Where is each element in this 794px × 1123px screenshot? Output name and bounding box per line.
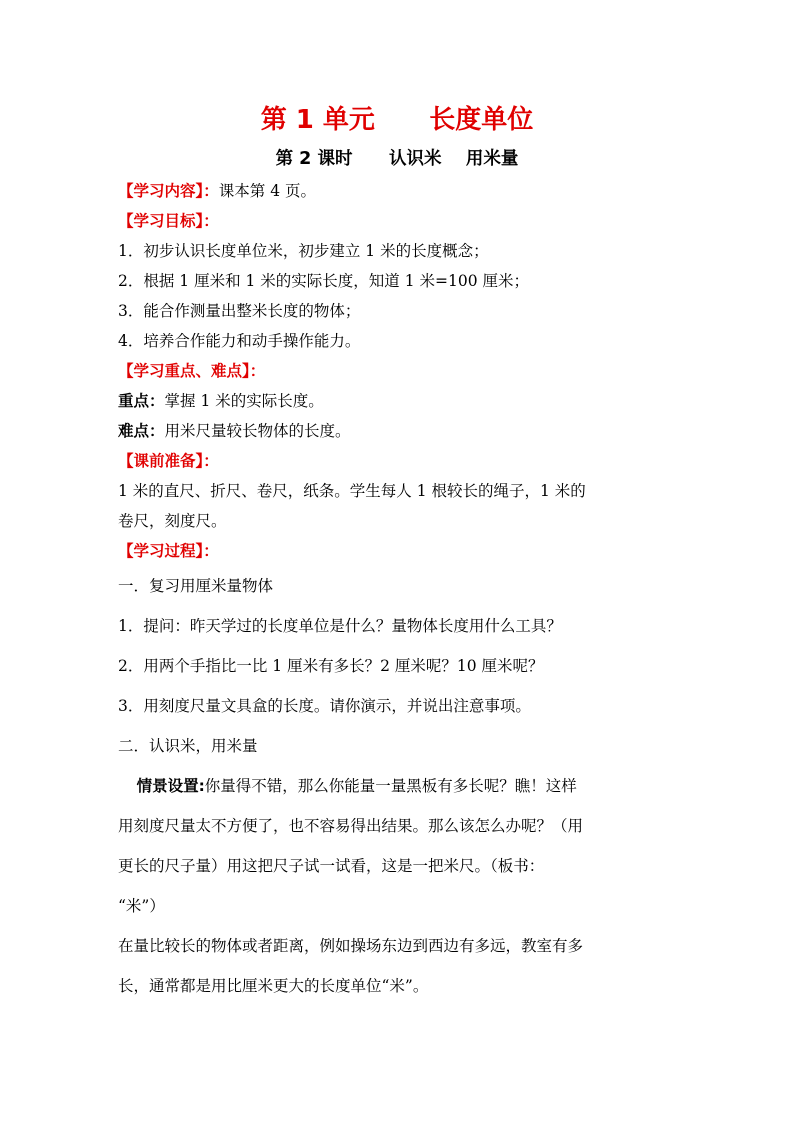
process-label: 【学习过程】： [118, 542, 219, 560]
scene-line: “米”） [118, 897, 165, 915]
learning-goals-label: 【学习目标】： [118, 212, 219, 230]
learning-content-text: 课本第 4 页。 [218, 182, 316, 200]
key-difficult-label: 【学习重点、难点】： [118, 362, 266, 380]
scene-line: 更长的尺子量）用这把尺子试一试看，这是一把米尺。（板书： [118, 857, 545, 875]
closing-line: 长，通常都是用比厘米更大的长度单位“米”。 [118, 977, 429, 995]
review-item: 2．用两个手指比一比 1 厘米有多长？2 厘米呢？10 厘米呢？ [118, 657, 544, 675]
section-heading: 二．认识米，用米量 [118, 737, 258, 755]
preparation-line: 卷尺，刻度尺。 [118, 512, 227, 530]
lesson-subtitle: 第 2 课时 认识米 用米量 [275, 149, 519, 169]
key-point-label: 重点： [118, 392, 165, 410]
key-point-text: 掌握 1 米的实际长度。 [164, 392, 324, 410]
difficult-point-text: 用米尺量较长物体的长度。 [164, 422, 351, 440]
review-item: 3．用刻度尺量文具盒的长度。请你演示，并说出注意事项。 [118, 697, 531, 715]
goal-item: 2．根据 1 厘米和 1 米的实际长度，知道 1 米=100 厘米； [118, 272, 530, 290]
scene-label: 情景设置: [136, 777, 205, 795]
closing-line: 在量比较长的物体或者距离，例如操场东边到西边有多远，教室有多 [118, 937, 584, 955]
goal-item: 1．初步认识长度单位米，初步建立 1 米的长度概念； [118, 242, 489, 260]
difficult-point-label: 难点： [118, 422, 165, 440]
difficult-point [118, 416, 676, 446]
goal-item: 4．培养合作能力和动手操作能力。 [118, 332, 361, 350]
review-item: 1．提问：昨天学过的长度单位是什么？量物体长度用什么工具？ [118, 617, 562, 635]
key-point [118, 386, 676, 416]
learning-content [118, 176, 676, 206]
goal-item: 3．能合作测量出整米长度的物体； [118, 302, 361, 320]
scene-line: 用刻度尺量太不方便了，也不容易得出结果。那么该怎么办呢？（用 [118, 817, 584, 835]
preparation-line: 1 米的直尺、折尺、卷尺，纸条。学生每人 1 根较长的绳子，1 米的 [118, 482, 586, 500]
scene-text: 你量得不错，那么你能量一量黑板有多长呢？瞧！这样 [204, 777, 577, 795]
unit-title: 第 1 单元 长度单位 [260, 105, 534, 135]
preparation-label: 【课前准备】： [118, 452, 219, 470]
learning-content-label: 【学习内容】： [118, 182, 219, 200]
scene-line [118, 766, 676, 806]
section-heading: 一．复习用厘米量物体 [118, 577, 274, 595]
